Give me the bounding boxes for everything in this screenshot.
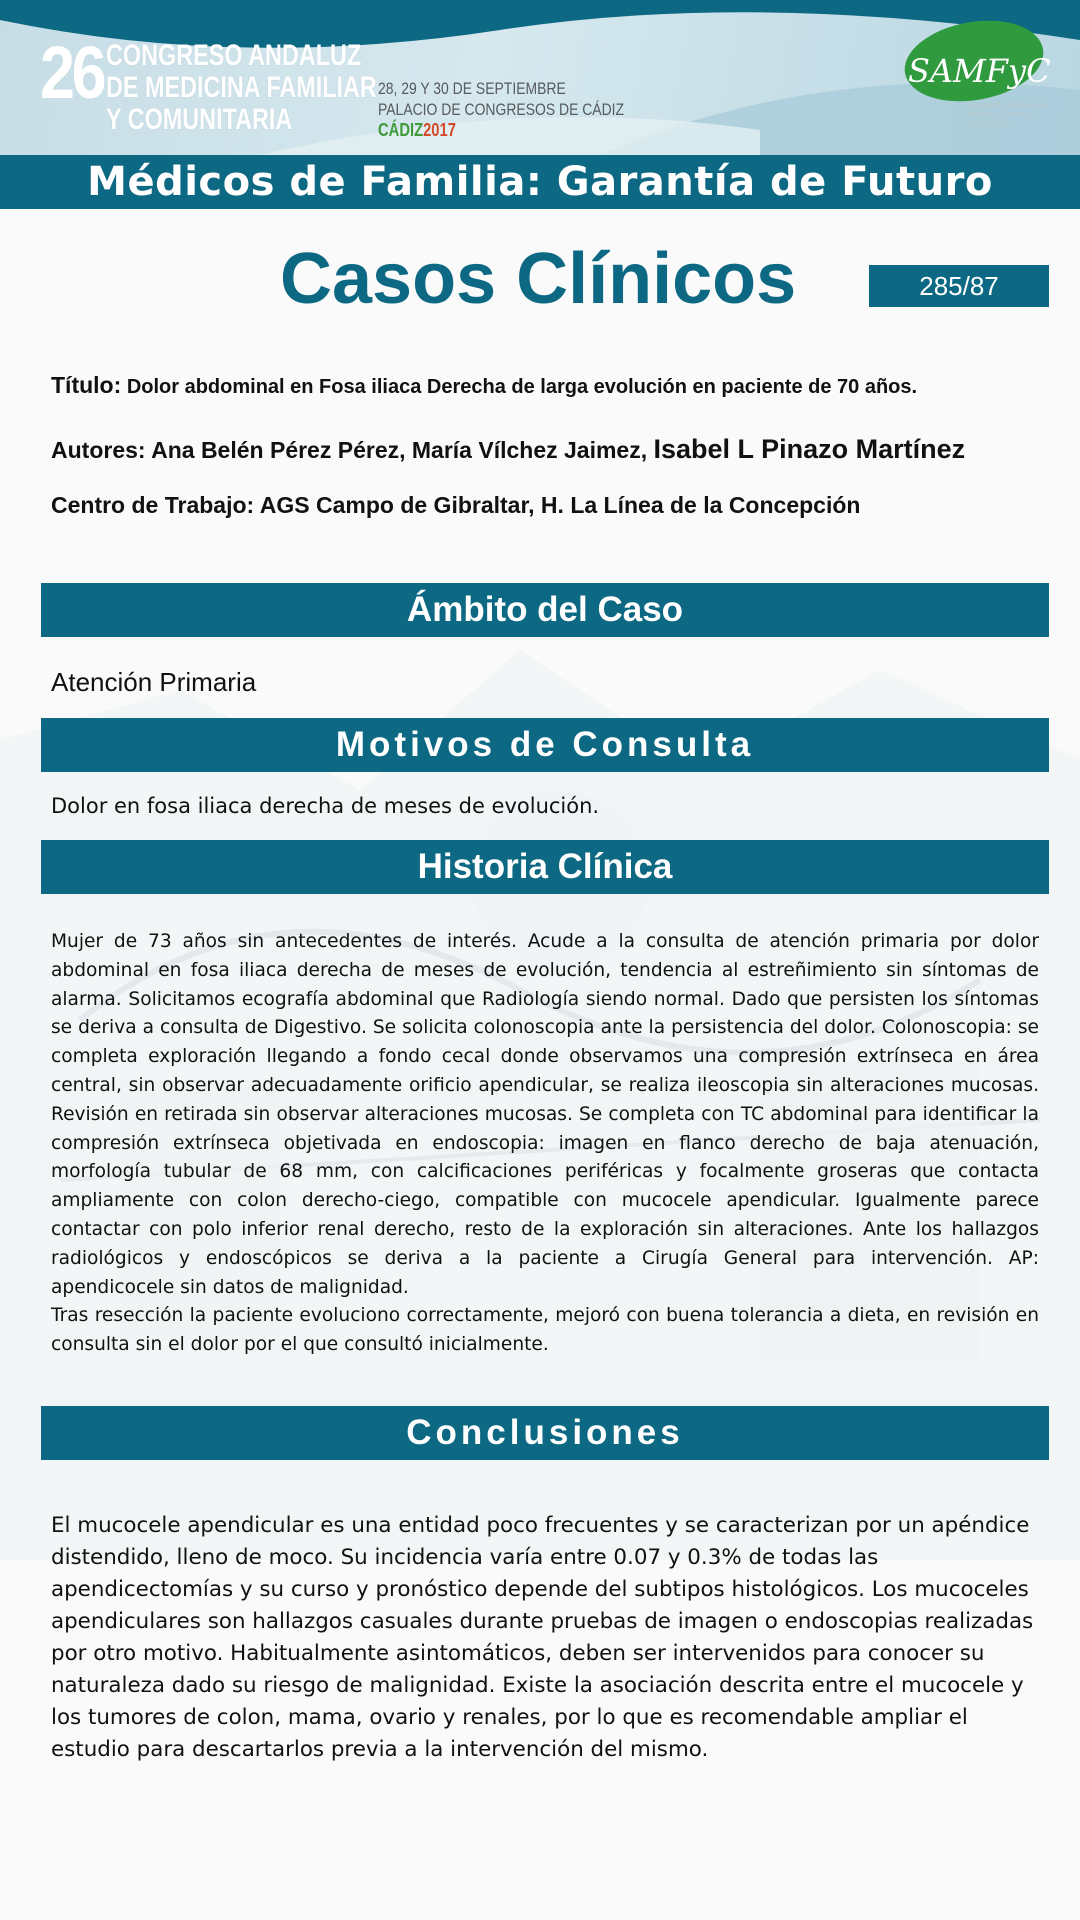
congress-name-line: DE MEDICINA FAMILIAR	[106, 71, 377, 104]
page-title: Casos Clínicos	[280, 239, 797, 319]
conclusiones-text: El mucocele apendicular es una entidad poco frecuentes y se caracterizan por un apéndice distendido, lleno de moco. Su incidencia varía entre 0.07 y 0.3% de todas las apendicectomías y su curso y pronóstico depende del subtipos histológicos. Los mucoceles apendiculares son hallazgos casuales durante pruebas de imagen o endoscopias realizadas por otro motivo. Habitualmente asintomáticos, deben ser intervenidos para conocer su naturaleza dado su riesgo de malignidad. Existe la asociación descrita entre el mucocele y los tumores de colon, mama, ovario y renales, por lo que es recomendable ampliar el estudio para descartarlos previa a la intervención del mismo.	[51, 1513, 1034, 1762]
motivos-text: Dolor en fosa iliaca derecha de meses de evolución.	[51, 794, 600, 818]
center-value: AGS Campo de Gibraltar, H. La Línea de la Concepción	[259, 492, 861, 518]
dates-line: 28, 29 Y 30 DE SEPTIEMBRE	[378, 79, 566, 98]
section-heading-motivos: Motivos de Consulta	[41, 718, 1049, 772]
city-name: CÁDIZ	[378, 120, 424, 140]
historia-paragraph: Mujer de 73 años sin antecedentes de interés. Acude a la consulta de atención primaria por dolor abdominal en fosa iliaca derecha de meses de evolución, tendencia al estreñimiento sin síntomas de alarma. Solicitamos ecografía abdominal que Radiología siendo normal. Dado que persisten los síntomas se deriva a consulta de Digestivo. Se solicita colonoscopia ante la persistencia del dolor. Colonoscopia: se completa exploración llegando a fondo cecal donde observamos una compresión extrínseca en área central, sin observar adecuadamente orificio apendicular, se realiza ileoscopia sin alteraciones mucosas. Revisión en retirada sin observar alteraciones mucosas. Se completa con TC abdominal para identificar la compresión extrínseca objetivada en endoscopia: imagen en flanco derecho de baja atenuación, morfología tubular de 68 mm, con calcificaciones periféricas y focalmente groseras que contacta ampliamente con colon derecho-ciego, compatible con mucocele apendicular. Igualmente parece contactar con polo inferior renal derecho, resto de la exploración sin alteraciones. Ante los hallazgos radiológicos y endoscópicos se deriva a la paciente a Cirugía General para intervención. AP: apendicocele sin datos de malignidad.	[51, 931, 1039, 1298]
congress-number: 26	[40, 31, 104, 114]
year: 2017	[423, 120, 456, 140]
historia-text	[51, 928, 1039, 1360]
historia-paragraph: Tras resección la paciente evoluciono correctamente, mejoró con buena tolerancia a dieta, en revisión en consulta sin el dolor por el que consultó inicialmente.	[51, 1305, 1039, 1356]
motto: Médicos de Familia: Garantía de Futuro	[87, 159, 993, 205]
congress-name-line: CONGRESO ANDALUZ	[106, 39, 362, 72]
section-heading-ambito: Ámbito del Caso	[41, 583, 1049, 637]
case-id-badge: 285/87	[869, 265, 1049, 307]
authors-value-large: Isabel L Pinazo Martínez	[653, 434, 966, 464]
work-center	[51, 492, 860, 519]
title-label: Título:	[51, 372, 122, 398]
center-label: Centro de Trabajo:	[51, 492, 255, 518]
section-heading-historia: Historia Clínica	[41, 840, 1049, 894]
authors	[51, 434, 965, 465]
ambito-text: Atención Primaria	[51, 667, 257, 697]
samfyc-subtitle: Sociedad Andaluza de Medicina Familiar y Comunitaria	[966, 100, 1046, 129]
title-value: Dolor abdominal en Fosa iliaca Derecha de larga evolución en paciente de 70 años.	[126, 376, 918, 398]
authors-label: Autores:	[51, 437, 146, 463]
authors-value: Ana Belén Pérez Pérez, María Vílchez Jaimez,	[151, 437, 648, 463]
section-heading-conclusiones: Conclusiones	[41, 1406, 1049, 1460]
samfyc-logo: SAMFyC	[908, 52, 1051, 90]
congress-name-line: Y COMUNITARIA	[106, 103, 293, 136]
case-title	[51, 372, 917, 399]
venue-line: PALACIO DE CONGRESOS DE CÁDIZ	[378, 100, 625, 119]
